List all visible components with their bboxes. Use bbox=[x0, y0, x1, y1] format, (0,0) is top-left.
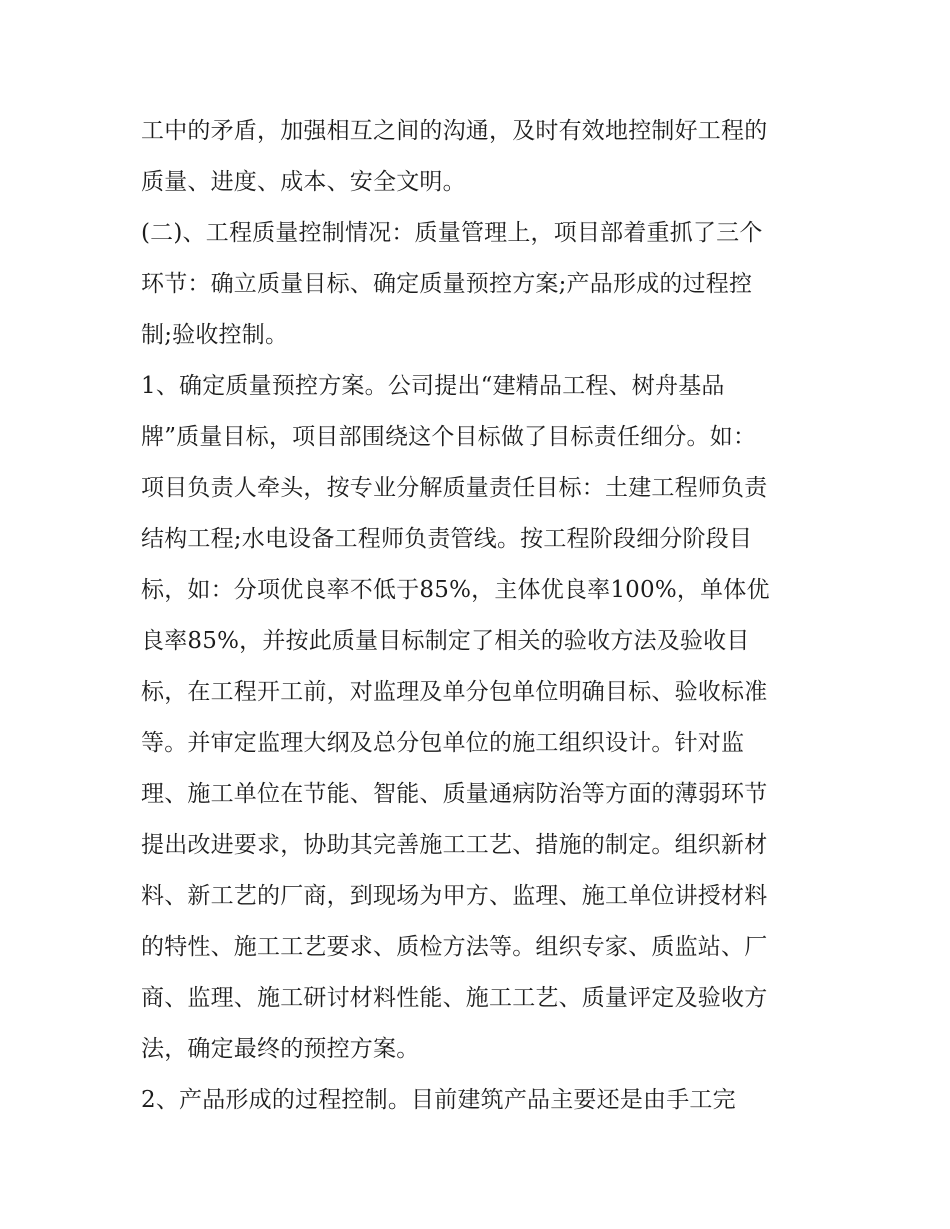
text-line: 质量、进度、成本、安全文明。 bbox=[141, 169, 466, 195]
section-heading-line: (二)、工程质量控制情况：质量管理上，项目部着重抓了三个 bbox=[141, 220, 763, 246]
text-line: 标，在工程开工前，对监理及单分包单位明确目标、验收标准 bbox=[141, 679, 768, 705]
text-line: 标，如：分项优良率不低于85%，主体优良率100%，单体优 bbox=[141, 577, 770, 603]
text-line: 等。并审定监理大纲及总分包单位的施工组织设计。针对监 bbox=[141, 730, 745, 756]
list-item-2-line: 2、产品形成的过程控制。目前建筑产品主要还是由手工完 bbox=[141, 1087, 736, 1113]
list-item-1-line: 1、确定质量预控方案。公司提出“建精品工程、树舟基品 bbox=[141, 373, 725, 399]
text-line: 牌”质量目标，项目部围绕这个目标做了目标责任细分。如： bbox=[141, 424, 757, 450]
text-line: 提出改进要求，协助其完善施工工艺、措施的制定。组织新材 bbox=[141, 832, 768, 858]
text-line: 项目负责人牵头，按专业分解质量责任目标：土建工程师负责 bbox=[141, 475, 768, 501]
text-line: 结构工程;水电设备工程师负责管线。按工程阶段细分阶段目 bbox=[141, 526, 753, 552]
text-line: 料、新工艺的厂商，到现场为甲方、监理、施工单位讲授材料 bbox=[141, 883, 768, 909]
text-line: 良率85%，并按此质量目标制定了相关的验收方法及验收目 bbox=[141, 628, 750, 654]
document-body bbox=[141, 106, 821, 1126]
text-line: 的特性、施工工艺要求、质检方法等。组织专家、质监站、厂 bbox=[141, 934, 768, 960]
text-line: 工中的矛盾，加强相互之间的沟通，及时有效地控制好工程的 bbox=[141, 118, 768, 144]
text-line: 环节：确立质量目标、确定质量预控方案;产品形成的过程控 bbox=[141, 271, 753, 297]
text-line: 制;验收控制。 bbox=[141, 322, 289, 348]
text-line: 法，确定最终的预控方案。 bbox=[141, 1036, 420, 1062]
text-line: 商、监理、施工研讨材料性能、施工工艺、质量评定及验收方 bbox=[141, 985, 768, 1011]
text-line: 理、施工单位在节能、智能、质量通病防治等方面的薄弱环节 bbox=[141, 781, 768, 807]
